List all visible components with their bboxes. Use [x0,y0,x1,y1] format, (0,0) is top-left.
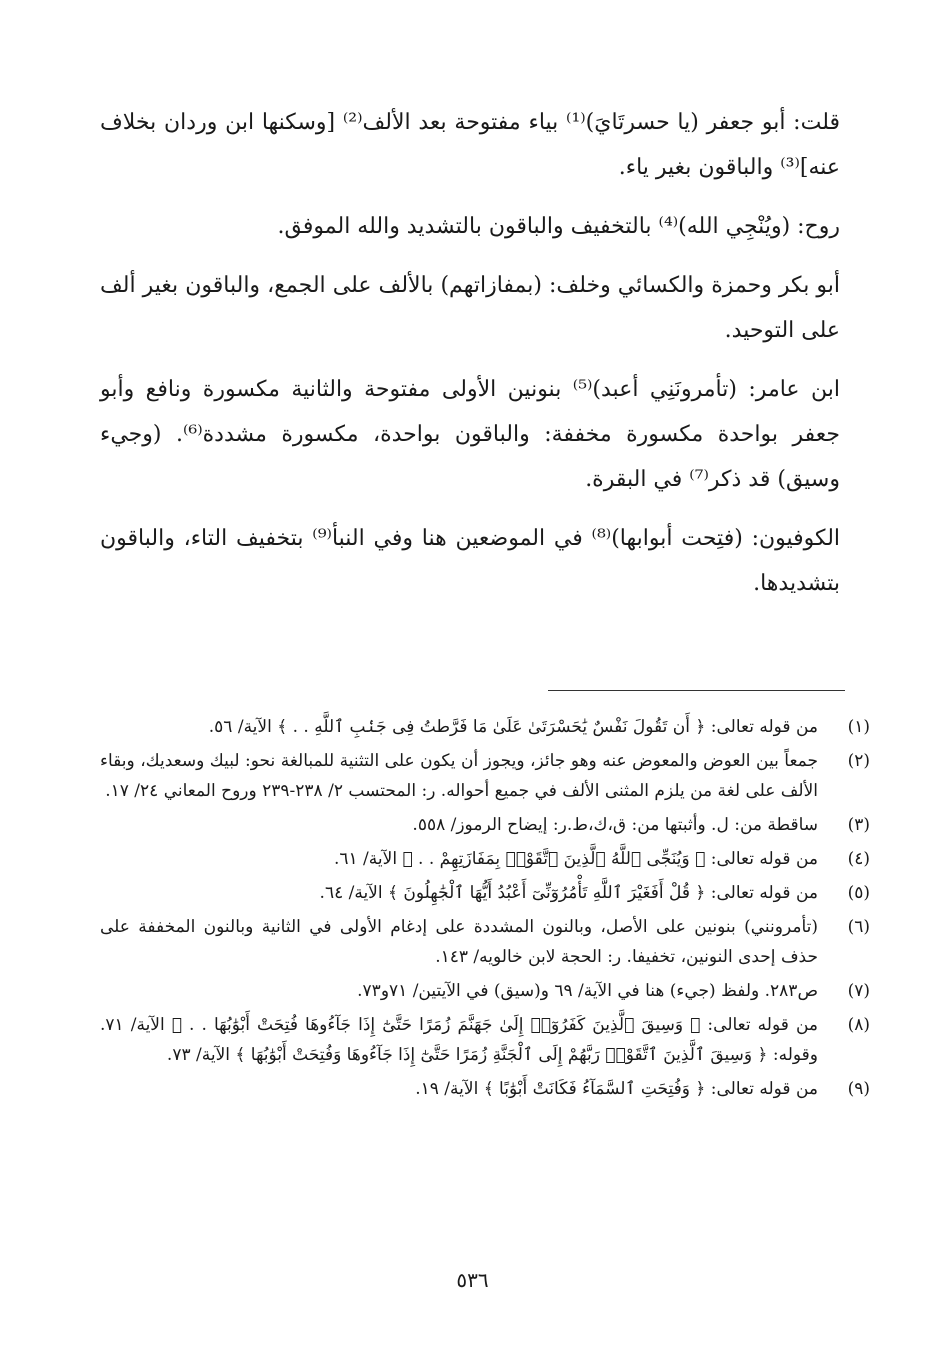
page-number: ٥٣٦ [456,1268,489,1292]
footnote-text: من قوله تعالى: ﴿ وَفُتِحَتِ ٱلسَّمَآءُ فَكَانَتْ أَبْوَٰبًا ﴾ الآية/ ١٩. [415,1079,818,1099]
footnote [100,976,870,1006]
footnotes [100,712,870,1108]
footnote [100,712,870,742]
footnote-text: جمعاً بين العوض والمعوض عنه وهو جائز، ويجوز أن يكون على التثنية للمبالغة نحو: لبيك وسعديك، وبقاء الألف على لغة من يلزم المثنى الألف في جميع أحواله. ر: المحتسب ٢/ ٢٣٨-٢٣٩ وروح المعاني ٢٤/ ١٧. [100,751,818,801]
footnote [100,844,870,874]
footnote-number: (١) [847,717,870,737]
footnote-number: (٤) [847,849,870,869]
footnote-text: من قوله تعالى: ﴿ أَن تَقُولَ نَفْسٌ يَٰحَسْرَتَىٰ عَلَىٰ مَا فَرَّطتُ فِى جَنۢبِ ٱللَّهِ . . ﴾ الآية/ ٥٦. [208,717,818,737]
paragraph-5: الكوفيون: (فتِحت أبوابها)⁽⁸⁾ في الموضعين هنا وفي النبأ⁽⁹⁾ بتخفيف التاء، والباقون بتشديدها. [100,526,841,596]
footnote-text: ساقطة من: ل. وأثبتها من: ق،ك،ط.ر: إيضاح الرموز/ ٥٥٨. [412,815,818,835]
footnote-number: (٥) [847,883,870,903]
footnote [100,810,870,840]
footnote [100,746,870,806]
footnote-text: من قوله تعالى: ﴿ وَيُنَجِّى ٱللَّهُ ٱلَّذِينَ ٱتَّقَوْا۟ بِمَفَازَتِهِمْ . . ﴾ الآية/ ٦١. [333,849,818,869]
footnote [100,1010,870,1070]
footnote-number: (٩) [847,1079,870,1099]
footnote [100,878,870,908]
paragraph-4: ابن عامر: (تأمرونَنِي أعبد)⁽⁵⁾ بنونين الأولى مفتوحة والثانية مكسورة ونافع وأبو جعفر بواحدة مكسورة مخففة: والباقون بواحدة، مكسورة مشددة⁽⁶⁾. (وجيء وسيق) قد ذكر⁽⁷⁾ في البقرة. [100,377,840,492]
paragraph-3: أبو بكر وحمزة والكسائي وخلف: (بمفازاتهم) بالألف على الجمع، والباقون بغير ألف على التوحيد. [100,273,840,343]
footnote-divider [548,690,845,691]
footnote-number: (٣) [847,815,870,835]
footnote-number: (٧) [847,981,870,1001]
paragraph-2: روح: (ويُنْجِي الله)⁽⁴⁾ بالتخفيف والباقون بالتشديد والله الموفق. [277,214,840,239]
footnote-number: (٢) [847,751,870,771]
footnote-number: (٦) [847,917,870,937]
footnote-text: ص٢٨٣. ولفظ (جيء) هنا في الآية/ ٦٩ و(سيق) في الآيتين/ ٧١و٧٣. [357,981,818,1001]
footnote [100,912,870,972]
footnote-text: من قوله تعالى: ﴿ وَسِيقَ ٱلَّذِينَ كَفَرُوٓا۟ إِلَىٰ جَهَنَّمَ زُمَرًا حَتَّىٰٓ إِذَا جَآءُوهَا فُتِحَتْ أَبْوَٰبُهَا . . ﴾ الآية/ ٧١. وقوله: ﴿ وَسِيقَ ٱلَّذِينَ ٱتَّقَوْا۟ رَبَّهُمْ إِلَى ٱلْجَنَّةِ زُمَرًا حَتَّىٰٓ إِذَا جَآءُوهَا وَفُتِحَتْ أَبْوَٰبُهَا ﴾ الآية/ ٧٣. [100,1015,818,1065]
footnote-number: (٨) [847,1015,870,1035]
footnote-text: (تأمرونني) بنونين على الأصل، وبالنون المشددة على إدغام الأولى في الثانية وبالنون المخففة على حذف إحدى النونين، تخفيفا. ر: الحجة لابن خالويه/ ١٤٣. [100,917,818,967]
footnote-text: من قوله تعالى: ﴿ قُلْ أَفَغَيْرَ ٱللَّهِ تَأْمُرُوٓنِّىٓ أَعْبُدُ أَيُّهَا ٱلْجَٰهِلُونَ ﴾ الآية/ ٦٤. [319,883,818,903]
main-text [100,100,840,620]
footnote [100,1074,870,1104]
paragraph-1: قلت: أبو جعفر (يا حسرتَايَ)⁽¹⁾ بياء مفتوحة بعد الألف⁽²⁾ [وسكنها ابن وردان بخلاف عنه]⁽³⁾ والباقون بغير ياء. [100,110,840,180]
